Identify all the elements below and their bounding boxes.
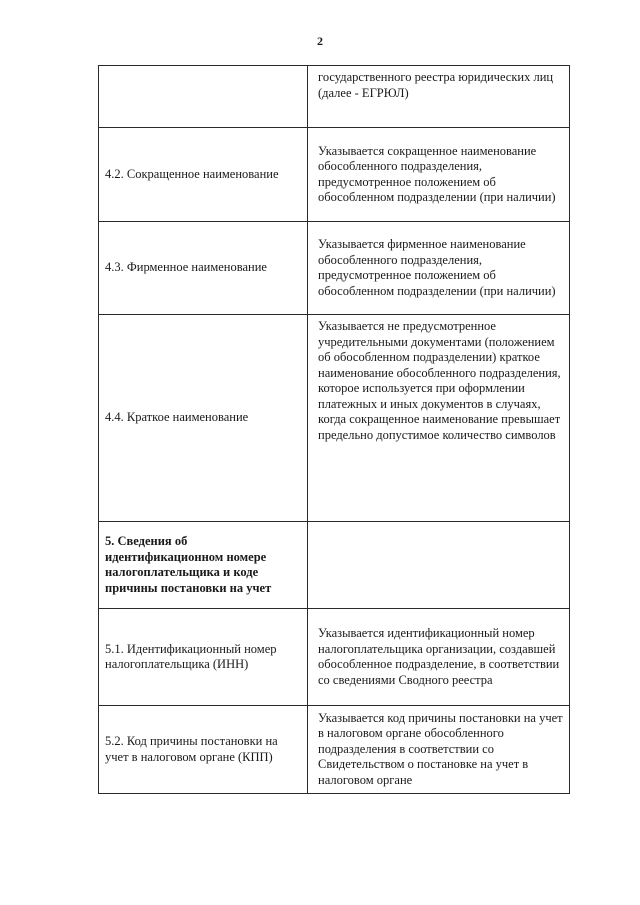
table-row bbox=[99, 522, 570, 609]
field-description-cell: Указывается сокращенное наименование обособленного подразделения, предусмотренное положением об обособленном подразделении (при наличии) bbox=[308, 128, 570, 222]
field-description-cell: Указывается фирменное наименование обособленного подразделения, предусмотренное положением об обособленном подразделении (при наличии) bbox=[308, 222, 570, 315]
field-name-cell: 5.2. Код причины постановки на учет в налоговом органе (КПП) bbox=[99, 706, 308, 794]
field-description-cell: государственного реестра юридических лиц (далее - ЕГРЮЛ) bbox=[308, 66, 570, 128]
table-row bbox=[99, 66, 570, 128]
field-name-cell: 4.2. Сокращенное наименование bbox=[99, 128, 308, 222]
field-name-cell: 4.3. Фирменное наименование bbox=[99, 222, 308, 315]
field-description-cell: Указывается идентификационный номер налогоплательщика организации, создавшей обособленное подразделение, в соответствии со сведениями Сводного реестра bbox=[308, 609, 570, 706]
field-name-cell bbox=[99, 66, 308, 128]
table-row bbox=[99, 315, 570, 522]
table-row bbox=[99, 128, 570, 222]
table-row bbox=[99, 706, 570, 794]
table-row bbox=[99, 609, 570, 706]
field-description-cell: Указывается не предусмотренное учредительными документами (положением об обособленном подразделении) краткое наименование обособленного подразделения, которое используется при оформлении платежных и иных документов в случаях, когда сокращенное наименование превышает предельно допустимое количество символов bbox=[308, 315, 570, 522]
requirements-table bbox=[98, 65, 570, 794]
field-name-cell: 4.4. Краткое наименование bbox=[99, 315, 308, 522]
section-heading-cell: 5. Сведения об идентификационном номере налогоплательщика и коде причины постановки на учет bbox=[99, 522, 308, 609]
field-description-cell bbox=[308, 522, 570, 609]
page-number: 2 bbox=[317, 34, 323, 48]
field-name-cell: 5.1. Идентификационный номер налогоплательщика (ИНН) bbox=[99, 609, 308, 706]
table-row bbox=[99, 222, 570, 315]
field-description-cell: Указывается код причины постановки на учет в налоговом органе обособленного подразделения в соответствии со Свидетельством о постановке на учет в налоговом органе bbox=[308, 706, 570, 794]
